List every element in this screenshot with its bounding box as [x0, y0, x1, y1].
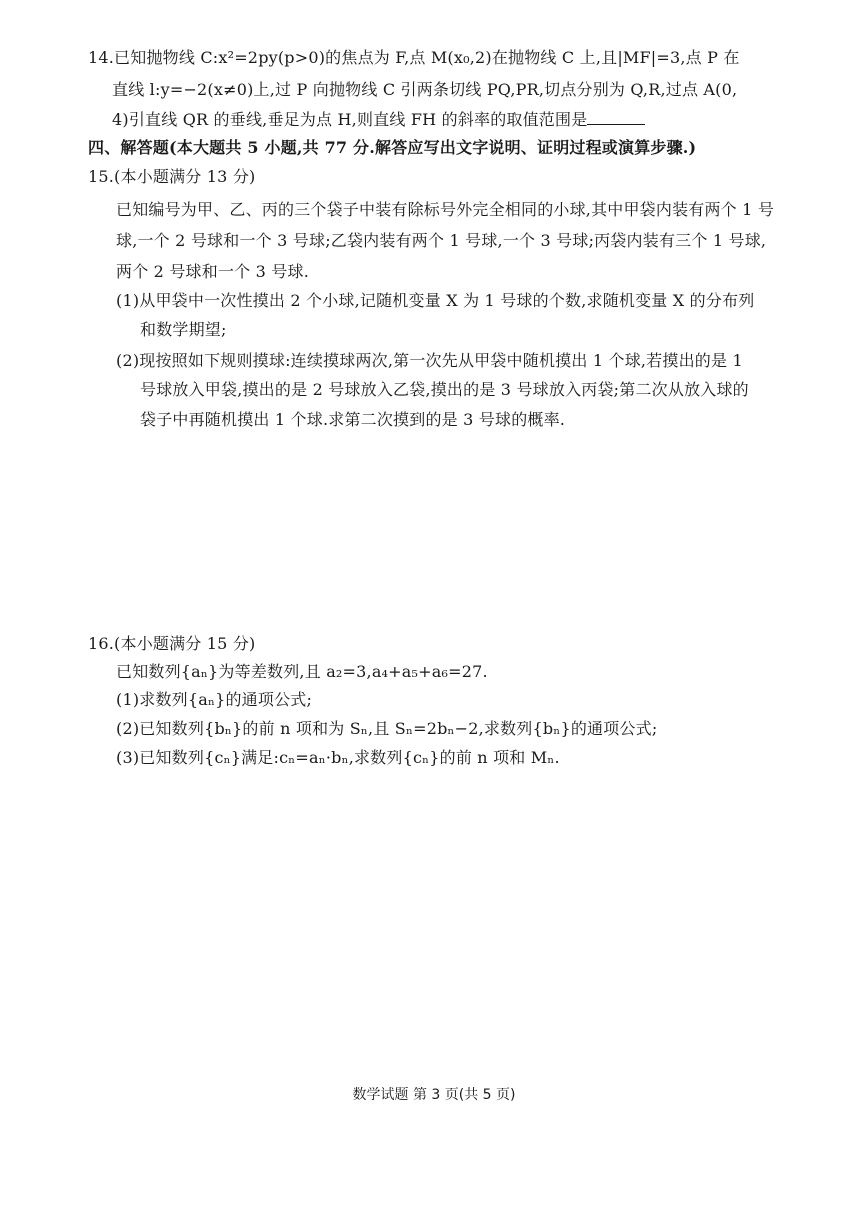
q15-heading: 15.(本小题满分 13 分) [88, 167, 256, 186]
section-4-title: 四、解答题(本大题共 5 小题,共 77 分.解答应写出文字说明、证明过程或演算步骤.) [88, 138, 697, 157]
q15-part-2-line-2: 号球放入甲袋,摸出的是 2 号球放入乙袋,摸出的是 3 号球放入丙袋;第二次从放入球的 [140, 380, 749, 399]
q14-line-1: 14.已知抛物线 C:x²=2py(p>0)的焦点为 F,点 M(x₀,2)在抛物线 C 上,且|MF|=3,点 P 在 [88, 48, 740, 67]
q16-stem: 已知数列{aₙ}为等差数列,且 a₂=3,a₄+a₅+a₆=27. [116, 662, 488, 681]
q15-stem-line-1: 已知编号为甲、乙、丙的三个袋子中装有除标号外完全相同的小球,其中甲袋内装有两个 1 号 [116, 200, 775, 219]
q15-stem-line-3: 两个 2 号球和一个 3 号球. [116, 262, 309, 281]
q16-heading: 16.(本小题满分 15 分) [88, 634, 256, 653]
q16-part-3: (3)已知数列{cₙ}满足:cₙ=aₙ·bₙ,求数列{cₙ}的前 n 项和 Mₙ. [116, 748, 560, 767]
q15-part-1-line-2: 和数学期望; [140, 320, 227, 339]
q15-part-2-line-1: (2)现按照如下规则摸球:连续摸球两次,第一次先从甲袋中随机摸出 1 个球,若摸出的是 1 [116, 351, 743, 370]
q14-line-3 [112, 110, 645, 130]
page-footer: 数学试题 第 3 页(共 5 页) [352, 1087, 516, 1103]
q14-line-3-text: 4)引直线 QR 的垂线,垂足为点 H,则直线 FH 的斜率的取值范围是 [112, 110, 588, 129]
q15-stem-line-2: 球,一个 2 号球和一个 3 号球;乙袋内装有两个 1 号球,一个 3 号球;丙袋内装有三个 1 号球, [116, 231, 767, 250]
q16-part-1: (1)求数列{aₙ}的通项公式; [116, 690, 313, 709]
q16-part-2: (2)已知数列{bₙ}的前 n 项和为 Sₙ,且 Sₙ=2bₙ−2,求数列{bₙ}的通项公式; [116, 719, 658, 738]
q15-part-1-line-1: (1)从甲袋中一次性摸出 2 个小球,记随机变量 X 为 1 号球的个数,求随机变量 X 的分布列 [116, 291, 755, 310]
answer-blank [587, 110, 645, 125]
q15-part-2-line-3: 袋子中再随机摸出 1 个球.求第二次摸到的是 3 号球的概率. [140, 410, 566, 429]
q14-line-2: 直线 l:y=−2(x≠0)上,过 P 向抛物线 C 引两条切线 PQ,PR,切点分别为 Q,R,过点 A(0, [112, 80, 738, 99]
